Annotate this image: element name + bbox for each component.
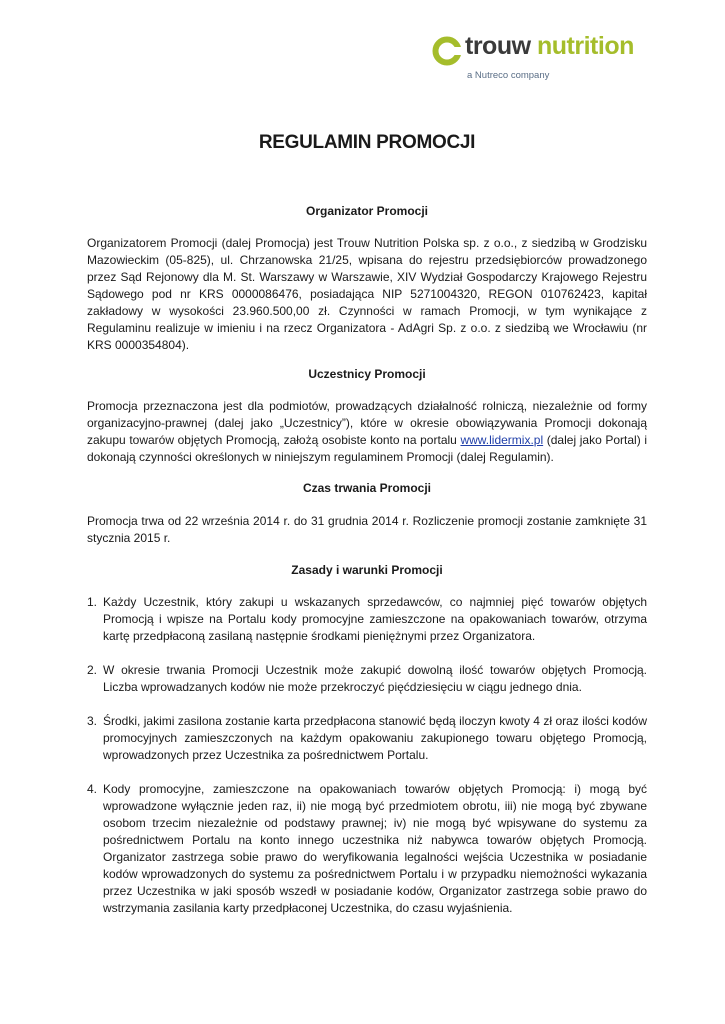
organizer-paragraph: Organizatorem Promocji (dalej Promocja) jest Trouw Nutrition Polska sp. z o.o., z siedzibą w Grodzisku Mazowieckim (05-825), ul. Chrzanowska 21/25, wpisana do rejestru przedsiębiorców prowadzonego przez Sąd Rejonowy dla M. St. Warszawy w Warszawie, XIV Wydział Gospodarczy Krajowego Rejestru Sądowego pod nr KRS 0000086476, posiadająca NIP 5271004320, REGON 010762423, kapitał zakładowy w wysokości 23.960.500,00 zł. Czynności w ramach Promocji, w tym wynikające z Regulaminu realizuje w imieniu i na rzecz Organizatora - AdAgri Sp. z o.o. z siedzibą we Wrocławiu (nr KRS 0000354804). bbox=[87, 236, 647, 352]
list-item-number: 1. bbox=[87, 595, 98, 609]
organizer-heading: Organizator Promocji bbox=[305, 204, 429, 218]
duration-paragraph: Promocja trwa od 22 września 2014 r. do 31 grudnia 2014 r. Rozliczenie promocji zostanie zamknięte 31 stycznia 2015 r. bbox=[87, 514, 647, 545]
participants-text-before: Promocja przeznaczona jest dla podmiotów, prowadzących działalność rolniczą, niezależnie od formy organizacyjno-prawnej (dalej jako „Uczestnicy”), które w okresie obowiązywania Promocji dokonają zakupu towarów objętych Promocją, założą osobiste konto na portalu bbox=[87, 399, 647, 447]
list-item bbox=[87, 594, 647, 645]
list-item-text: Środki, jakimi zasilona zostanie karta przedpłacona stanowić będą iloczyn kwoty 4 zł oraz ilości kodów promocyjnych zamieszczonych na każdym opakowaniu zakupionego towaru objętego Promocją, wprowadzonych przez Uczestnika za pośrednictwem Portalu. bbox=[103, 714, 647, 762]
lidermix-link[interactable]: www.lidermix.pl bbox=[460, 433, 544, 447]
logo-tagline: a Nutreco company bbox=[467, 70, 550, 81]
logo-word-trouw: trouw bbox=[465, 32, 531, 60]
trouw-logo-mark-icon bbox=[432, 34, 462, 68]
list-item-number: 4. bbox=[87, 782, 98, 796]
list-item-number: 2. bbox=[87, 663, 98, 677]
list-item bbox=[87, 713, 647, 764]
list-item-text: Kody promocyjne, zamieszczone na opakowaniach towarów objętych Promocją: i) mogą być wprowadzone wyłącznie jeden raz, ii) nie mogą być przedmiotem obrotu, iii) nie mogą być zbywane osobom trzecim niezależnie od podstawy prawnej; iv) nie mogą być wpisywane do systemu za pośrednictwem Portalu na konto innego uczestnika niż nabywca towarów objętych Promocją. Organizator zastrzega sobie prawo do weryfikowania legalności wejścia Uczestnika w posiadanie kodów wprowadzonych do systemu za pośrednictwem Portalu i w przypadku niemożności wykazania przez Uczestnika w jaki sposób wszedł w posiadanie kodów, Organizator zastrzega sobie prawo do wstrzymania zasilania karty przedpłaconej Uczestnika, do czasu wyjaśnienia. bbox=[103, 782, 647, 915]
rules-heading: Zasady i warunki Promocji bbox=[291, 563, 443, 577]
list-item bbox=[87, 781, 647, 917]
document-title: REGULAMIN PROMOCJI bbox=[258, 132, 476, 153]
duration-heading: Czas trwania Promocji bbox=[302, 481, 432, 495]
participants-heading: Uczestnicy Promocji bbox=[308, 367, 426, 381]
list-item bbox=[87, 662, 647, 696]
logo-wordmark bbox=[465, 32, 634, 61]
list-item-text: W okresie trwania Promocji Uczestnik może zakupić dowolną ilość towarów objętych Promocją. Liczba wprowadzanych kodów nie może przekroczyć pięćdziesięciu w ciągu jednego dnia. bbox=[103, 663, 647, 694]
company-logo bbox=[432, 34, 650, 84]
logo-word-nutrition: nutrition bbox=[537, 32, 634, 60]
list-item-number: 3. bbox=[87, 714, 98, 728]
participants-text-after: (dalej jako Portal) i dokonają czynności określonych w niniejszym regulaminem Promocji (dalej Regulamin). bbox=[87, 433, 647, 464]
rules-list bbox=[87, 594, 647, 934]
participants-paragraph bbox=[87, 398, 647, 466]
list-item-text: Każdy Uczestnik, który zakupi u wskazanych sprzedawców, co najmniej pięć towarów objętych Promocją i wpisze na Portalu kody promocyjne zamieszczone na opakowaniach towarów, otrzyma kartę przedpłaconą zasilaną następnie środkami pieniężnymi przez Organizatora. bbox=[103, 595, 647, 643]
